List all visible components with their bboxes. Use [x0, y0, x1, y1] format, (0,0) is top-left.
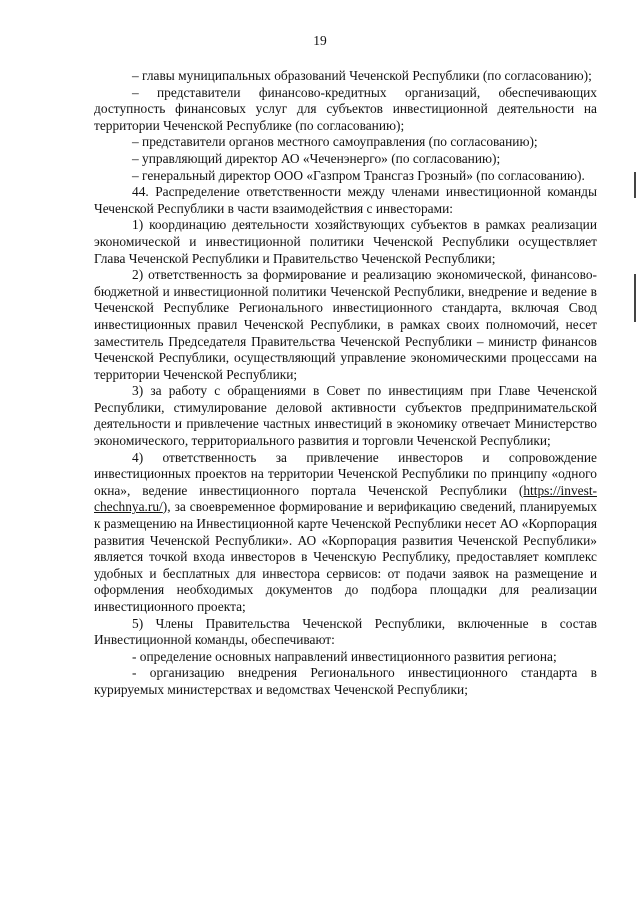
clause-44-item-3: 3) за работу с обращениями в Совет по инвестициям при Главе Чеченской Республики, стимулирование деловой активности субъектов предпринимательской деятельности и привлечение частных инвестиций в экономику отвечает Министерство экономического, территориального развития и торговли Чеченской Республики;: [94, 383, 597, 449]
clause-44-heading: 44. Распределение ответственности между членами инвестиционной команды Чеченской Республики в части взаимодействия с инвесторами:: [94, 184, 597, 216]
clause-44-item-5: 5) Члены Правительства Чеченской Республики, включенные в состав Инвестиционной команды, обеспечивают:: [94, 615, 597, 648]
invest-portal-link[interactable]: https://invest-chechnya.ru/: [94, 482, 597, 515]
item-4-text-start: 4) ответственность за привлечение инвесторов и сопровождение инвестиционных проектов на территории Чеченской Республики по принципу «одного окна», ведение инвестиционного портала Чеченской Республики (: [94, 449, 597, 498]
clause-44-item-2: 2) ответственность за формирование и реализацию экономической, финансово-бюджетной и инвестиционной политики Чеченской Республики, внедрение и ведение в Чеченской Республике Регионального инвестиционного стандарта, включая Свод инвестиционных правил Чеченской Республики, в рамках своих полномочий, несет заместитель Председателя Правительства Чеченской Республики – министр финансов Чеченской Республики, осуществляющий управление экономическими процессами на территории Чеченской Республики;: [94, 267, 597, 382]
item-chechenenergo: – управляющий директор АО «Чеченэнерго» (по согласованию);: [132, 150, 501, 166]
page-number: 19: [313, 33, 327, 48]
scan-margin-mark: [634, 172, 636, 198]
item-5-bullet-standard: - организацию внедрения Регионального инвестиционного стандарта в курируемых министерствах и ведомствах Чеченской Республики;: [94, 665, 597, 697]
scan-margin-mark: [634, 274, 636, 322]
item-finance-organizations: – представители финансово-кредитных организаций, обеспечивающих доступность финансовых услуг для субъектов инвестиционной деятельности на территории Чеченской Республике (по согласованию);: [94, 84, 597, 133]
item-gazprom: – генеральный директор ООО «Газпром Трансгаз Грозный» (по согласованию).: [132, 167, 585, 183]
item-5-bullet-directions: - определение основных направлений инвестиционного развития региона;: [132, 648, 557, 664]
item-local-government: – представители органов местного самоуправления (по согласованию);: [132, 134, 538, 150]
clause-44-item-1: 1) координацию деятельности хозяйствующих субъектов в рамках реализации экономической и инвестиционной политики Чеченской Республики осуществляет Глава Чеченской Республики и Правительство Чеченской Республики;: [94, 217, 597, 266]
item-4-text-end: ), за своевременное формирование и верификацию сведений, планируемых к размещению на Инвестиционной карте Чеченской Республики несет АО «Корпорация развития Чеченской Республики». АО «Корпорация развития Чеченской Республики» является точкой входа инвесторов в Чеченскую Республику, предоставляет комплекс удобных и бесплатных для инвестора сервисов: от подачи заявок на размещение и оформления необходимых документов до подбора площадки для реализации инвестиционного проекта;: [94, 499, 597, 614]
item-municipal-heads: – главы муниципальных образований Чеченской Республики (по согласованию);: [132, 68, 592, 83]
clause-44-item-4: [94, 450, 597, 616]
document-body: [94, 68, 597, 699]
